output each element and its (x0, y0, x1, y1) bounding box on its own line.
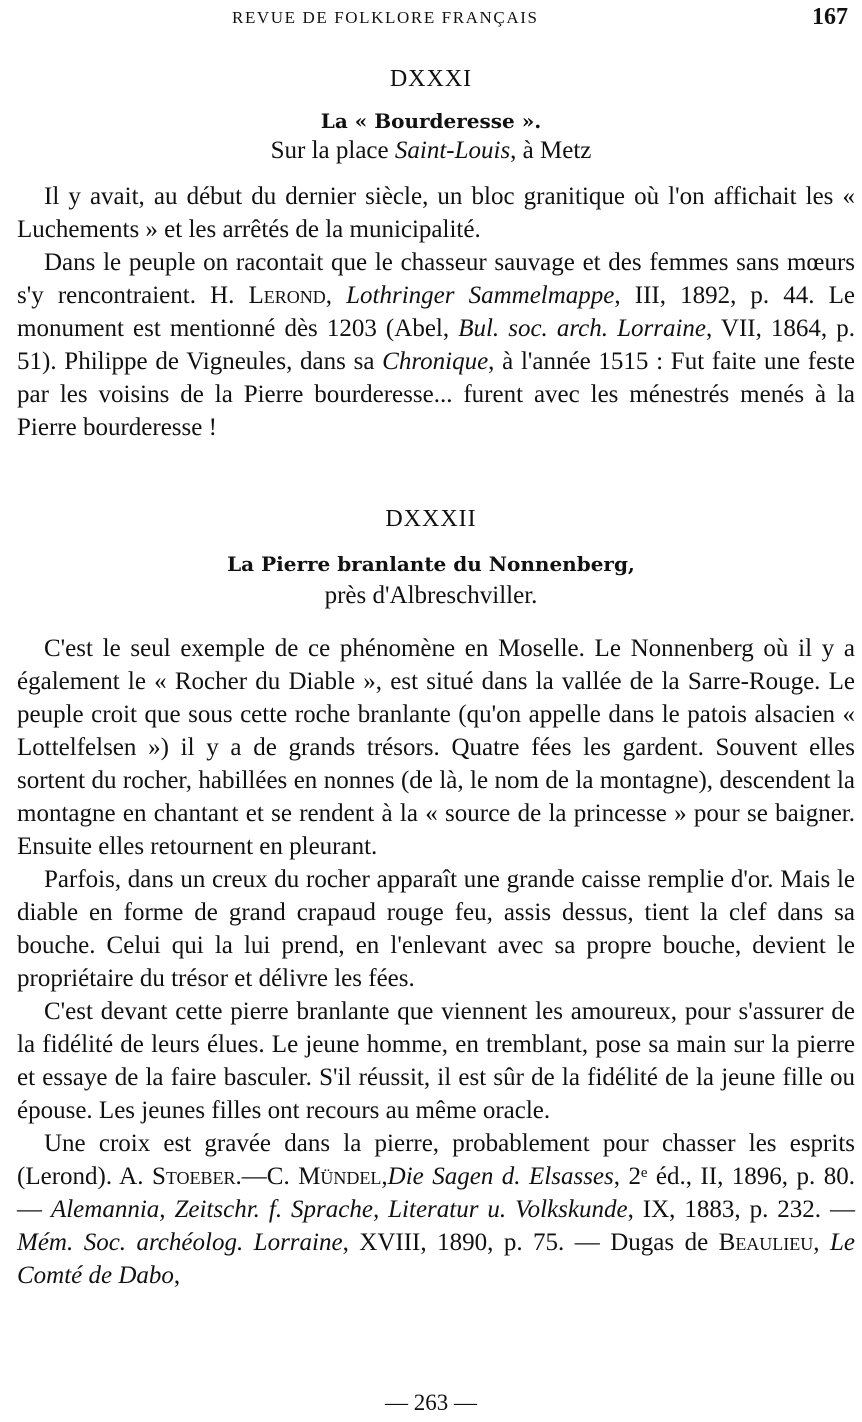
text-run: .—C. (235, 1163, 299, 1190)
author-name: Beaulieu (718, 1229, 814, 1256)
text-run: , (813, 1229, 831, 1256)
folio-number: 167 (812, 4, 848, 30)
section-numeral: DXXXI (389, 66, 473, 92)
section-numeral: DXXXII (385, 506, 477, 532)
text-run: , 2ᵉ éd., II, 1896, p. 80. — (17, 1163, 855, 1223)
author-name: Stoeber (151, 1163, 236, 1190)
text-run: , IX, 1883, p. 232. — (627, 1196, 855, 1223)
text-run: , (381, 1163, 388, 1190)
paragraph: C'est le seul exemple de ce phénomène en Moselle. Le Nonnenberg où il y a également le « Rocher du Diable », est situé dans la vallée de la Sarre-Rouge. Le peuple croit que sous cette roche branlante (qu'on appelle dans le patois alsacien « Lottelfelsen ») il y a de grands trésors. Quatre fées les gardent. Souvent elles sortent du rocher, habillées en nonnes (de là, le nom de la montagne), descendent la montagne en chantant et se rendent à la « source de la princesse » pour se baigner. Ensuite elles retournent en pleurant. (17, 635, 855, 860)
section-subtitle: près d'Albreschviller. (324, 582, 538, 609)
work-title: Le Comté de Dabo (17, 1229, 856, 1289)
text-run: , VII, 1864, p. 51). Philippe de Vigneules, dans sa (17, 315, 855, 375)
work-title: Chronique (382, 348, 489, 375)
work-title: Lothringer Sammelmappe (346, 282, 615, 309)
subtitle-text: Sur la place (270, 137, 395, 164)
text-run: Dans le peuple on racontait que le chasseur sauvage et des femmes sans mœurs s'y rencontraient. H. (17, 249, 855, 309)
author-name: Lerond (248, 282, 326, 309)
work-title: Bul. soc. arch. Lorraine (458, 315, 707, 342)
text-run: , (173, 1262, 181, 1289)
work-title: Mém. Soc. archéolog. Lorraine (17, 1229, 343, 1256)
section-title: La Pierre branlante du Nonnenberg, (227, 552, 635, 576)
subtitle-place-name: Saint-Louis (394, 137, 511, 164)
text-run: Une croix est gravée dans la pierre, probablement pour chasser les esprits (Lerond). A. (17, 1130, 855, 1190)
section-subtitle (0, 137, 862, 165)
paragraph: Parfois, dans un creux du rocher apparaît une grande caisse remplie d'or. Mais le diable en forme de grand crapaud rouge feu, assis dessus, tient la clef dans sa bouche. Celui qui la lui prend, en l'enlevant avec sa propre bouche, devient le propriétaire du trésor et délivre les fées. (17, 866, 855, 992)
section-body (17, 180, 855, 444)
paragraph (17, 1127, 855, 1292)
section-body (17, 632, 855, 1292)
paragraph: C'est devant cette pierre branlante que viennent les amoureux, pour s'assurer de la fidélité de leurs élues. Le jeune homme, en tremblant, pose sa main sur la pierre et essaye de la faire basculer. S'il réussit, il est sûr de la fidélité de la jeune fille ou épouse. Les jeunes filles ont recours au même oracle. (17, 998, 855, 1124)
work-title: Die Sagen d. Elsasses (387, 1163, 614, 1190)
author-name: Mündel (298, 1163, 382, 1190)
running-head (0, 4, 862, 34)
subtitle-text: , à Metz (510, 137, 592, 164)
paragraph (17, 246, 855, 444)
section-title: La « Bourderesse ». (320, 109, 542, 133)
page-number: — 263 — (385, 1390, 477, 1415)
text-run: , XVIII, 1890, p. 75. — Dugas de (342, 1229, 719, 1256)
text-run: , III, 1892, p. 44. Le monument est mentionné dès 1203 (Abel, (17, 282, 856, 342)
paragraph: Il y avait, au début du dernier siècle, un bloc granitique où l'on affichait les « Luchements » et les arrêtés de la municipalité. (17, 183, 855, 243)
running-title: REVUE DE FOLKLORE FRANÇAIS (232, 8, 539, 27)
text-run: , (325, 282, 347, 309)
text-run: , à l'année 1515 : Fut faite une feste par les voisins de la Pierre bourderesse... furent avec les ménestrés menés à la Pierre bourderesse ! (17, 348, 855, 441)
work-title: Alemannia, Zeitschr. f. Sprache, Literatur u. Volkskunde (50, 1196, 628, 1223)
